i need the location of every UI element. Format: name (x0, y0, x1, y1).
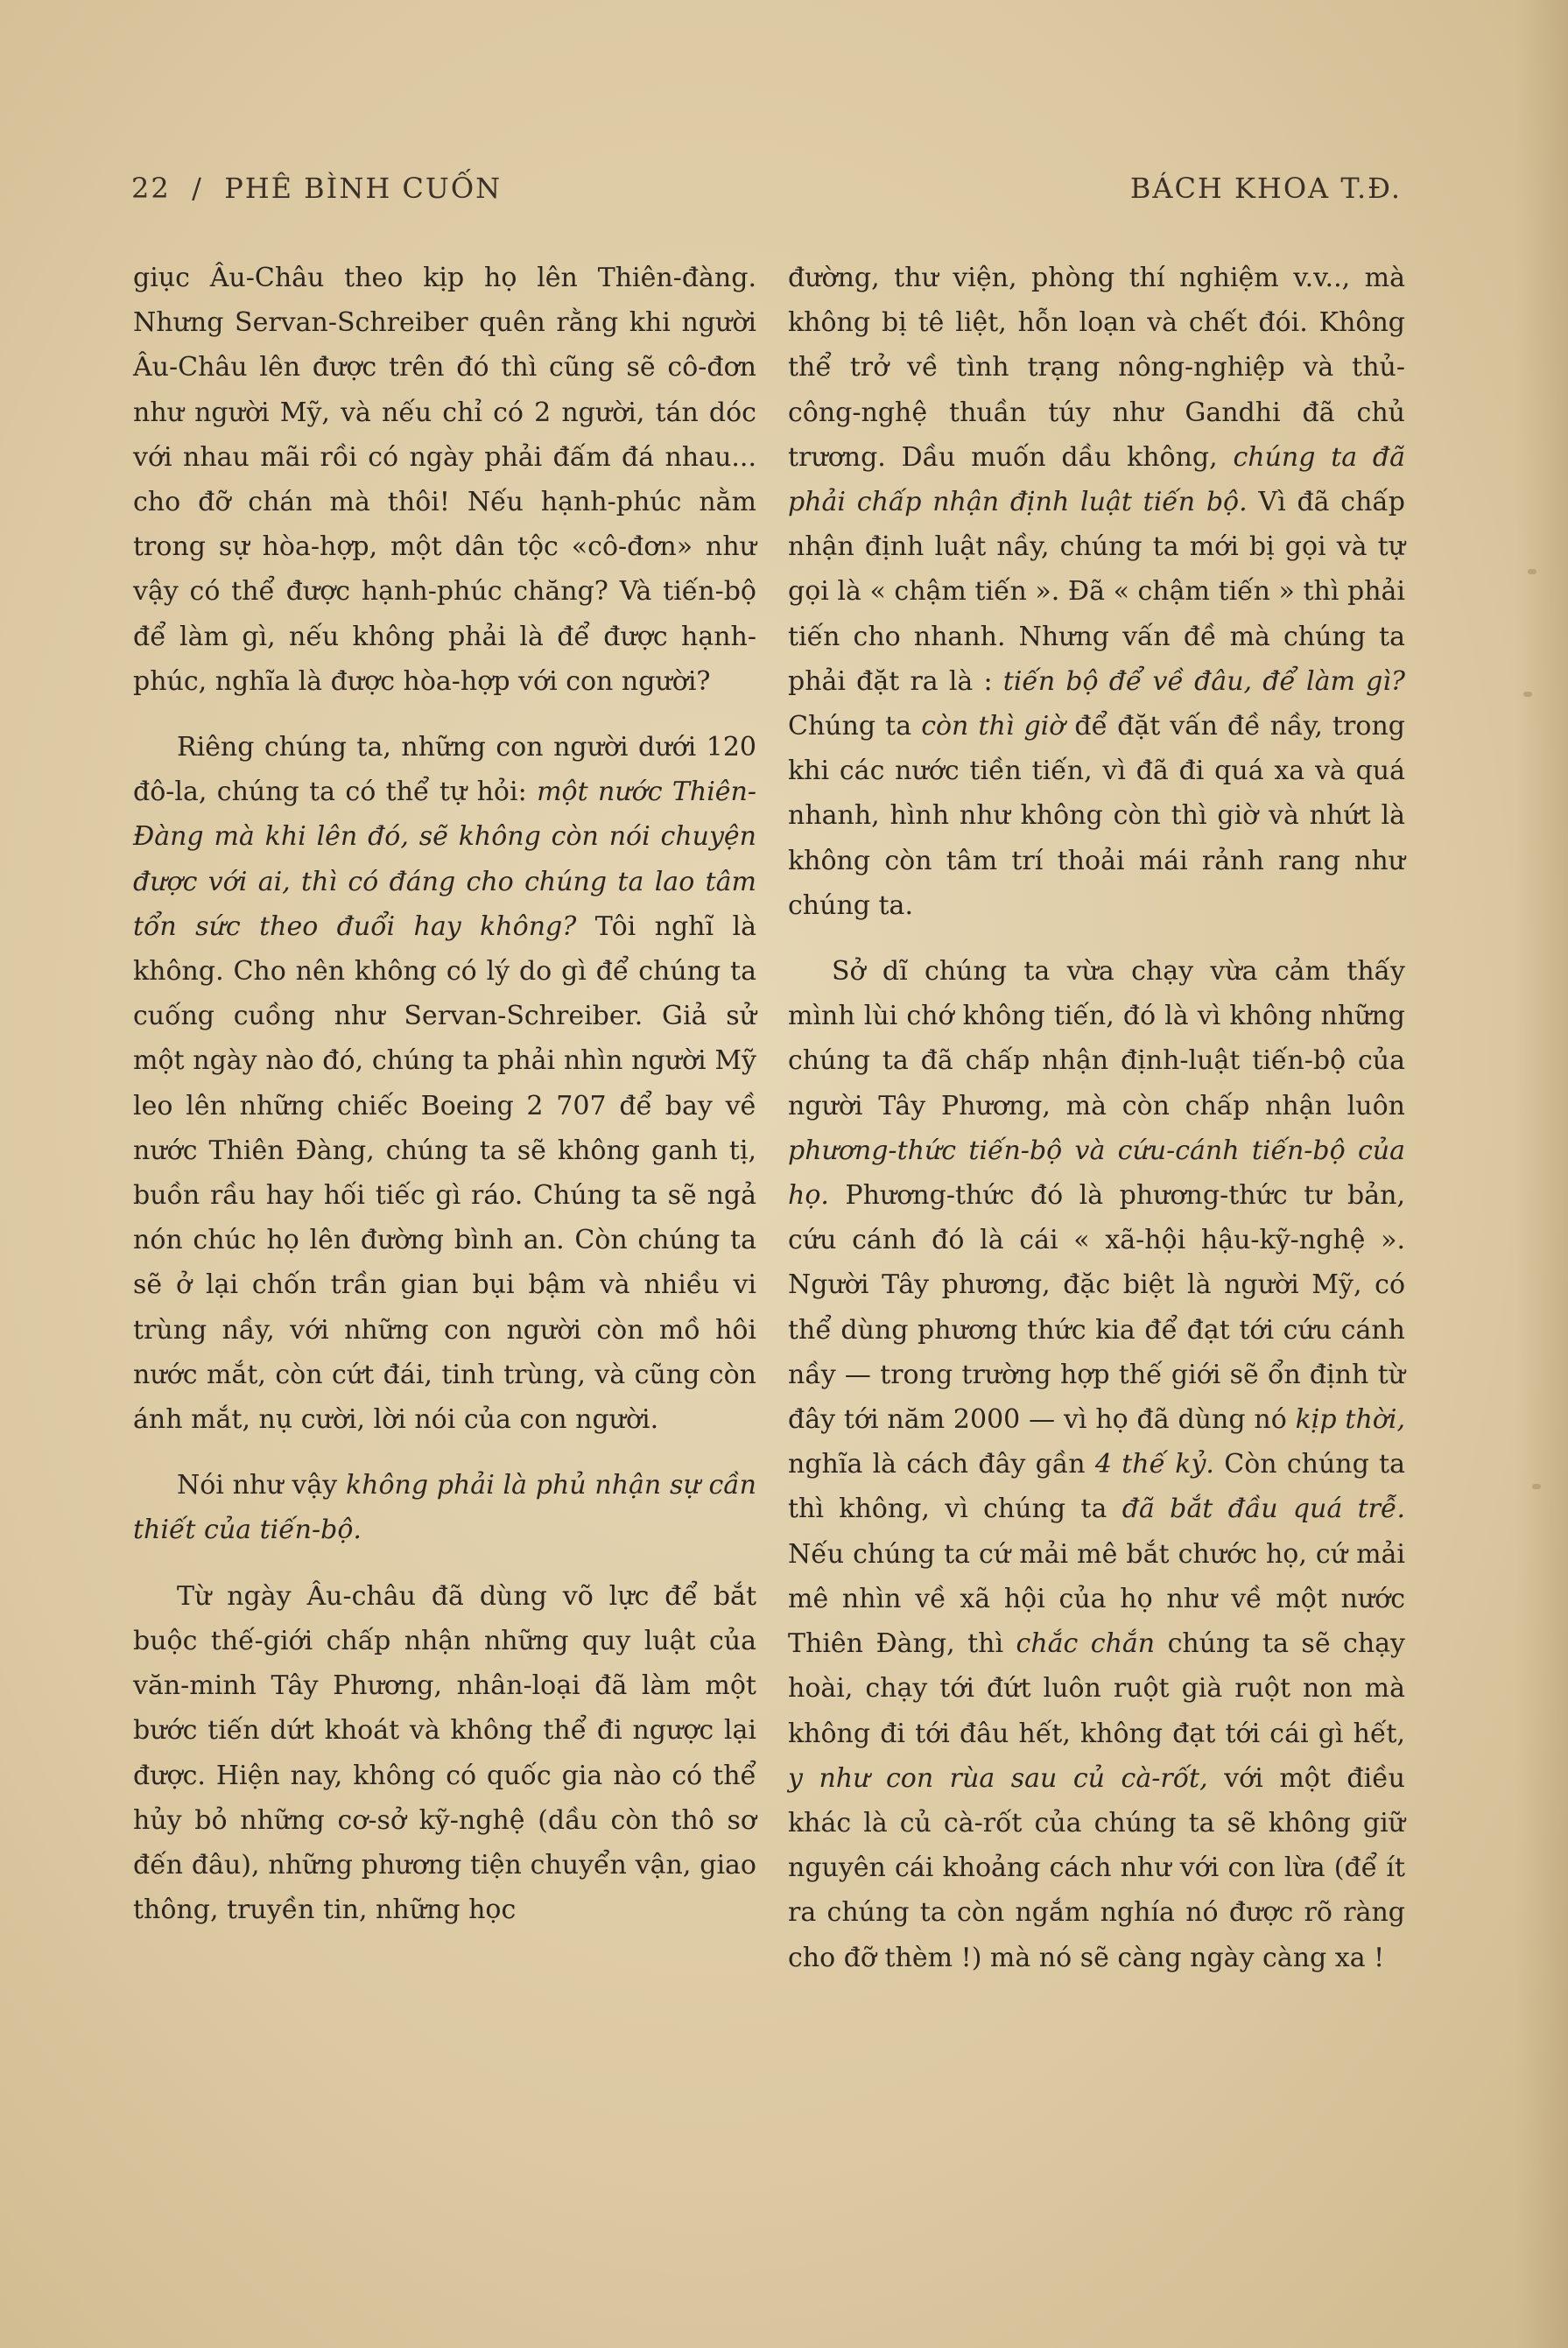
text-run: Riêng chúng ta, những con người dưới 120 đô-la, chúng ta có thể tự hỏi: (133, 732, 756, 808)
italic-run: không phải là phủ nhận sự cần thiết của tiến-bộ. (133, 1470, 756, 1546)
publication-title: BÁCH KHOA T.Đ. (1129, 172, 1402, 205)
italic-run: 4 thế kỷ. (1094, 1449, 1214, 1480)
paragraph (133, 725, 756, 1442)
text-run: để đặt vấn đề nầy, trong khi các nước tiền tiến, vì đã đi quá xa và quá nhanh, hình như không còn thì giờ và nhứt là không còn tâm trí thoải mái rảnh rang như chúng ta. (788, 711, 1405, 921)
italic-run: đã bắt đầu quá trễ. (1122, 1494, 1405, 1525)
text-run: Tôi nghĩ là không. Cho nên không có lý do gì để chúng ta cuống cuồng như Servan-Schreiber. Giả sử một ngày nào đó, chúng ta phải nhìn người Mỹ leo lên những chiếc Boeing 2 707 để bay về nước Thiên Đàng, chúng ta sẽ không ganh tị, buồn rầu hay hối tiếc gì ráo. Chúng ta sẽ ngả nón chúc họ lên đường bình an. Còn chúng ta sẽ ở lại chốn trần gian bụi bậm và nhiều vi trùng nầy, với những con người còn mồ hôi nước mắt, còn cứt đái, tinh trùng, và cũng còn ánh mắt, nụ cười, lời nói của con người. (133, 910, 756, 1436)
text-run: Sở dĩ chúng ta vừa chạy vừa cảm thấy mình lùi chớ không tiến, đó là vì không những chúng ta đã chấp nhận định-luật tiến-bộ của người Tây Phương, mà còn chấp nhận luôn (788, 956, 1405, 1121)
header-left (131, 172, 502, 205)
italic-run: kịp thời, (1295, 1404, 1405, 1436)
paragraph (133, 1463, 756, 1552)
text-run: với một điều khác là củ cà-rốt của chúng ta sẽ không giữ nguyên cái khoảng cách như với con lừa (để ít ra chúng ta còn ngắm nghía nó được rõ ràng cho đỡ thèm !) mà nó sẽ càng ngày càng xa ! (788, 1762, 1405, 1973)
paragraph (788, 949, 1405, 1980)
paragraph: giục Âu-Châu theo kịp họ lên Thiên-đàng. Nhưng Servan-Schreiber quên rằng khi người Âu-Châu lên được trên đó thì cũng sẽ cô-đơn như người Mỹ, và nếu chỉ có 2 người, tán dóc với nhau mãi rồi có ngày phải đấm đá nhau... cho đỡ chán mà thôi! Nếu hạnh-phúc nằm trong sự hòa-hợp, một dân tộc «cô-đơn» như vậy có thể được hạnh-phúc chăng? Và tiến-bộ để làm gì, nếu không phải là để được hạnh-phúc, nghĩa là được hòa-hợp với con người? (133, 263, 756, 697)
paper-speck (1532, 1484, 1541, 1489)
text-run: nghĩa là cách đây gần (788, 1449, 1086, 1480)
italic-run: y như con rùa sau củ cà-rốt, (788, 1762, 1208, 1794)
italic-run: tiến bộ để về đâu, để làm gì? (1002, 665, 1405, 697)
text-run: Nếu chúng ta cứ mải mê bắt chước họ, cứ mải mê nhìn về xã hội của họ như về một nước Thiên Đàng, thì (788, 1538, 1405, 1660)
right-column (788, 256, 1405, 1980)
italic-run: một nước Thiên-Đàng mà khi lên đó, sẽ không còn nói chuyện được với ai, thì có đáng cho chúng ta lao tâm tổn sức theo đuổi hay không? (133, 777, 756, 942)
paragraph: Từ ngày Âu-châu đã dùng võ lực để bắt buộc thế-giới chấp nhận những quy luật của văn-minh Tây Phương, nhân-loại đã làm một bước tiến dứt khoát và không thể đi ngược lại được. Hiện nay, không có quốc gia nào có thể hủy bỏ những cơ-sở kỹ-nghệ (dầu còn thô sơ đến đâu), những phương tiện chuyển vận, giao thông, truyền tin, những học (133, 1580, 756, 1926)
text-run: đường, thư viện, phòng thí nghiệm v.v.., mà không bị tê liệt, hỗn loạn và chết đói. Không thể trở về tình trạng nông-nghiệp và thủ-công-nghệ thuần túy như Gandhi đã chủ trương. Dầu muốn dầu không, (788, 263, 1405, 473)
text-run: Vì đã chấp nhận định luật nầy, chúng ta mới bị gọi và tự gọi là « chậm tiến ». Đã « chậm tiến » thì phải tiến cho nhanh. Nhưng vấn đề mà chúng ta phải đặt ra là : (788, 487, 1405, 697)
running-header (131, 172, 1402, 207)
header-separator: / (192, 172, 203, 205)
paragraph (788, 256, 1405, 928)
text-run: chúng ta sẽ chạy hoài, chạy tới đứt luôn ruột già ruột non mà không đi tới đâu hết, không đạt tới cái gì hết, (788, 1628, 1405, 1749)
page-edge-shadow (1515, 0, 1568, 2348)
paper-speck (1528, 569, 1536, 574)
page-number: 22 (131, 172, 171, 205)
text-run: Còn chúng ta thì không, vì chúng ta (788, 1449, 1405, 1525)
italic-run: phương-thức tiến-bộ và cứu-cánh tiến-bộ của họ. (788, 1135, 1405, 1212)
text-run: Nói như vậy (177, 1470, 338, 1501)
italic-run: chúng ta đã phải chấp nhận định luật tiến bộ. (788, 441, 1405, 518)
section-title: PHÊ BÌNH CUỐN (224, 172, 503, 205)
left-column (133, 256, 756, 1932)
text-run: Chúng ta (788, 711, 912, 742)
italic-run: chắc chắn (1016, 1628, 1156, 1660)
paper-speck (1523, 692, 1532, 697)
text-run: Phương-thức đó là phương-thức tư bản, cứu cánh đó là cái « xã-hội hậu-kỹ-nghệ ». Người Tây phương, đặc biệt là người Mỹ, có thể dùng phương thức kia để đạt tới cứu cánh nầy — trong trường hợp thế giới sẽ ổn định từ đây tới năm 2000 — vì họ đã dùng nó (788, 1180, 1405, 1436)
italic-run: còn thì giờ (921, 711, 1065, 742)
